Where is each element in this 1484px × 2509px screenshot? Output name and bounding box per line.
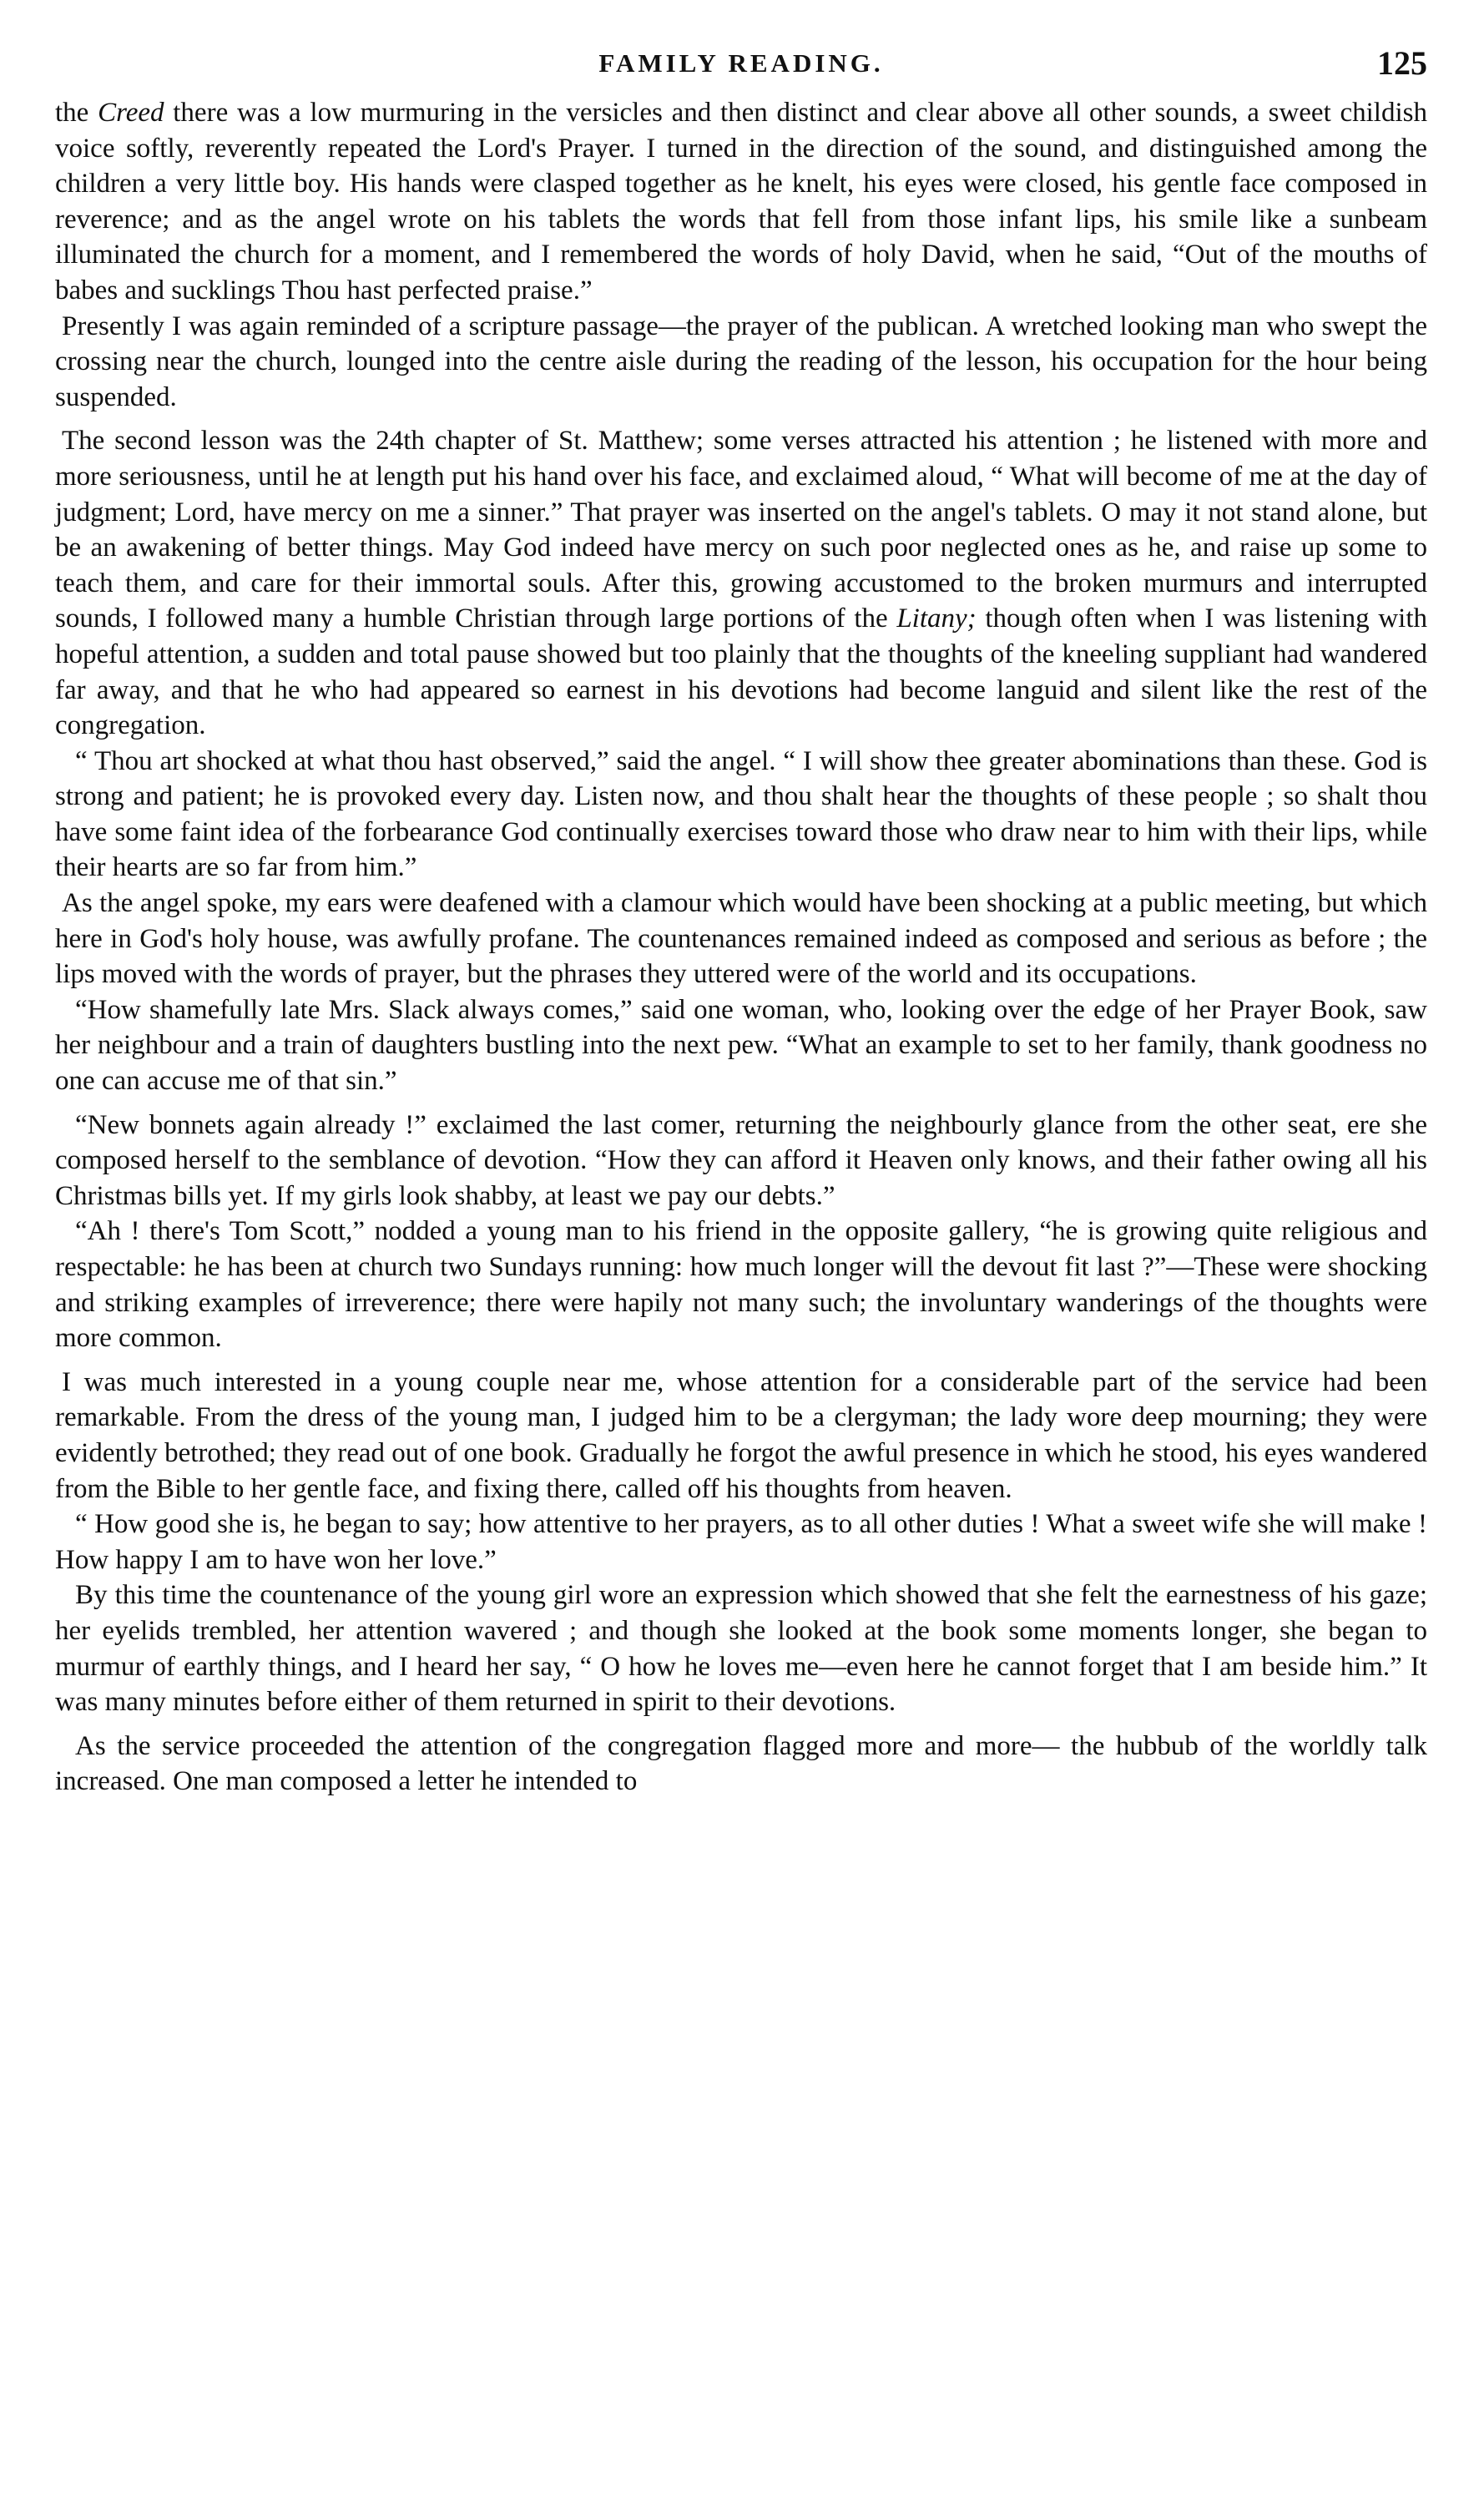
italic-term: Litany; <box>896 603 977 634</box>
running-title: FAMILY READING. <box>598 48 884 78</box>
paragraph: the Creed there was a low murmuring in the versicles and then distinct and clear above all other sounds, a sweet childish voice softly, reverently repeated the Lord's Prayer. I turned in the direction of the sound, and distinguished among the children a very little boy. His hands were clasped together as he knelt, his eyes were closed, his gentle face composed in reverence; and as the angel wrote on his tablets the words that fell from those infant lips, his smile like a sunbeam illuminated the church for a moment, and I remembered the words of holy David, when he said, “Out of the mouths of babes and sucklings Thou hast perfected praise.” <box>55 98 1427 305</box>
paragraph: Presently I was again reminded of a scripture passage—the prayer of the publican. A wretched looking man who swept the crossing near the church, lounged into the centre aisle during the reading of the lesson, his occupation for the hour being suspended. <box>55 310 1427 412</box>
paragraph: “ Thou art shocked at what thou hast observed,” said the angel. “ I will show thee greater abominations than these. God is strong and patient; he is provoked every day. Listen now, and thou shalt hear the thoughts of these people ; so shalt thou have some faint idea of the forbearance God continually exercises toward those who draw near to him with their lips, while their hearts are so far from him.” <box>55 745 1427 883</box>
paragraph: As the service proceeded the attention of the congregation flagged more and more— the hubbub of the worldly talk increased. One man composed a letter he intended to <box>55 1730 1427 1797</box>
paragraph: I was much interested in a young couple near me, whose attention for a considerable part of the service had been remarkable. From the dress of the young man, I judged him to be a clergyman; the lady wore deep mourning; they were evidently betrothed; they read out of one book. Gradually he forgot the awful presence in which he stood, his eyes wandered from the Bible to her gentle face, and fixing there, called off his thoughts from heaven. <box>55 1366 1427 1504</box>
page-number: 125 <box>1377 44 1427 82</box>
paragraph: The second lesson was the 24th chapter of St. Matthew; some verses attracted his attention ; he listened with more and more seriousness, until he at length put his hand over his face, and exclaimed aloud, “ What will become of me at the day of judgment; Lord, have mercy on me a sinner.” That prayer was inserted on the angel's tablets. O may it not stand alone, but be an awakening of better things. May God indeed have mercy on such poor neglected ones as he, and raise up some to teach them, and care for their immortal souls. After this, growing accustomed to the broken murmurs and interrupted sounds, I followed many a humble Christian through large portions of the Litany; though often when I was listening with hopeful attention, a sudden and total pause showed but too plainly that the thoughts of the kneeling suppliant had wandered far away, and that he who had appeared so earnest in his devotions had become languid and silent like the rest of the congregation. <box>55 426 1428 741</box>
running-header <box>55 43 1427 93</box>
italic-term: Creed <box>98 98 164 128</box>
paragraph: “How shamefully late Mrs. Slack always comes,” said one woman, who, looking over the edge of her Prayer Book, saw her neighbour and a train of daughters bustling into the next pew. “What an example to set to her family, thank goodness no one can accuse me of that sin.” <box>55 994 1427 1097</box>
paragraph: As the angel spoke, my ears were deafened with a clamour which would have been shocking at a public meeting, but which here in God's holy house, was awfully profane. The countenances remained indeed as composed and serious as before ; the lips moved with the words of prayer, but the phrases they uttered were of the world and its occupations. <box>55 888 1427 990</box>
paragraph: “Ah ! there's Tom Scott,” nodded a young man to his friend in the opposite gallery, “he is growing quite religious and respectable: he has been at church two Sundays running: how much longer will the devout fit last ?”—These were shocking and striking examples of irreverence; there were hapily not many such; the involuntary wanderings of the thoughts were more common. <box>55 1216 1427 1354</box>
body-text <box>55 95 1427 1800</box>
paragraph: By this time the countenance of the young girl wore an expression which showed that she felt the earnestness of his gaze; her eyelids trembled, her attention wavered ; and though she looked at the book some moments longer, she began to murmur of earthly things, and I heard her say, “ O how he loves me—even here he cannot forget that I am beside him.” It was many minutes before either of them returned in spirit to their devotions. <box>55 1580 1427 1718</box>
paragraph: “ How good she is, he began to say; how attentive to her prayers, as to all other duties ! What a sweet wife she will make ! How happy I am to have won her love.” <box>55 1509 1427 1575</box>
book-page <box>55 43 1427 1800</box>
paragraph: “New bonnets again already !” exclaimed the last comer, returning the neighbourly glance from the other seat, ere she composed herself to the semblance of devotion. “How they can afford it Heaven only knows, and their father owing all his Christmas bills yet. If my girls look shabby, at least we pay our debts.” <box>55 1109 1427 1211</box>
